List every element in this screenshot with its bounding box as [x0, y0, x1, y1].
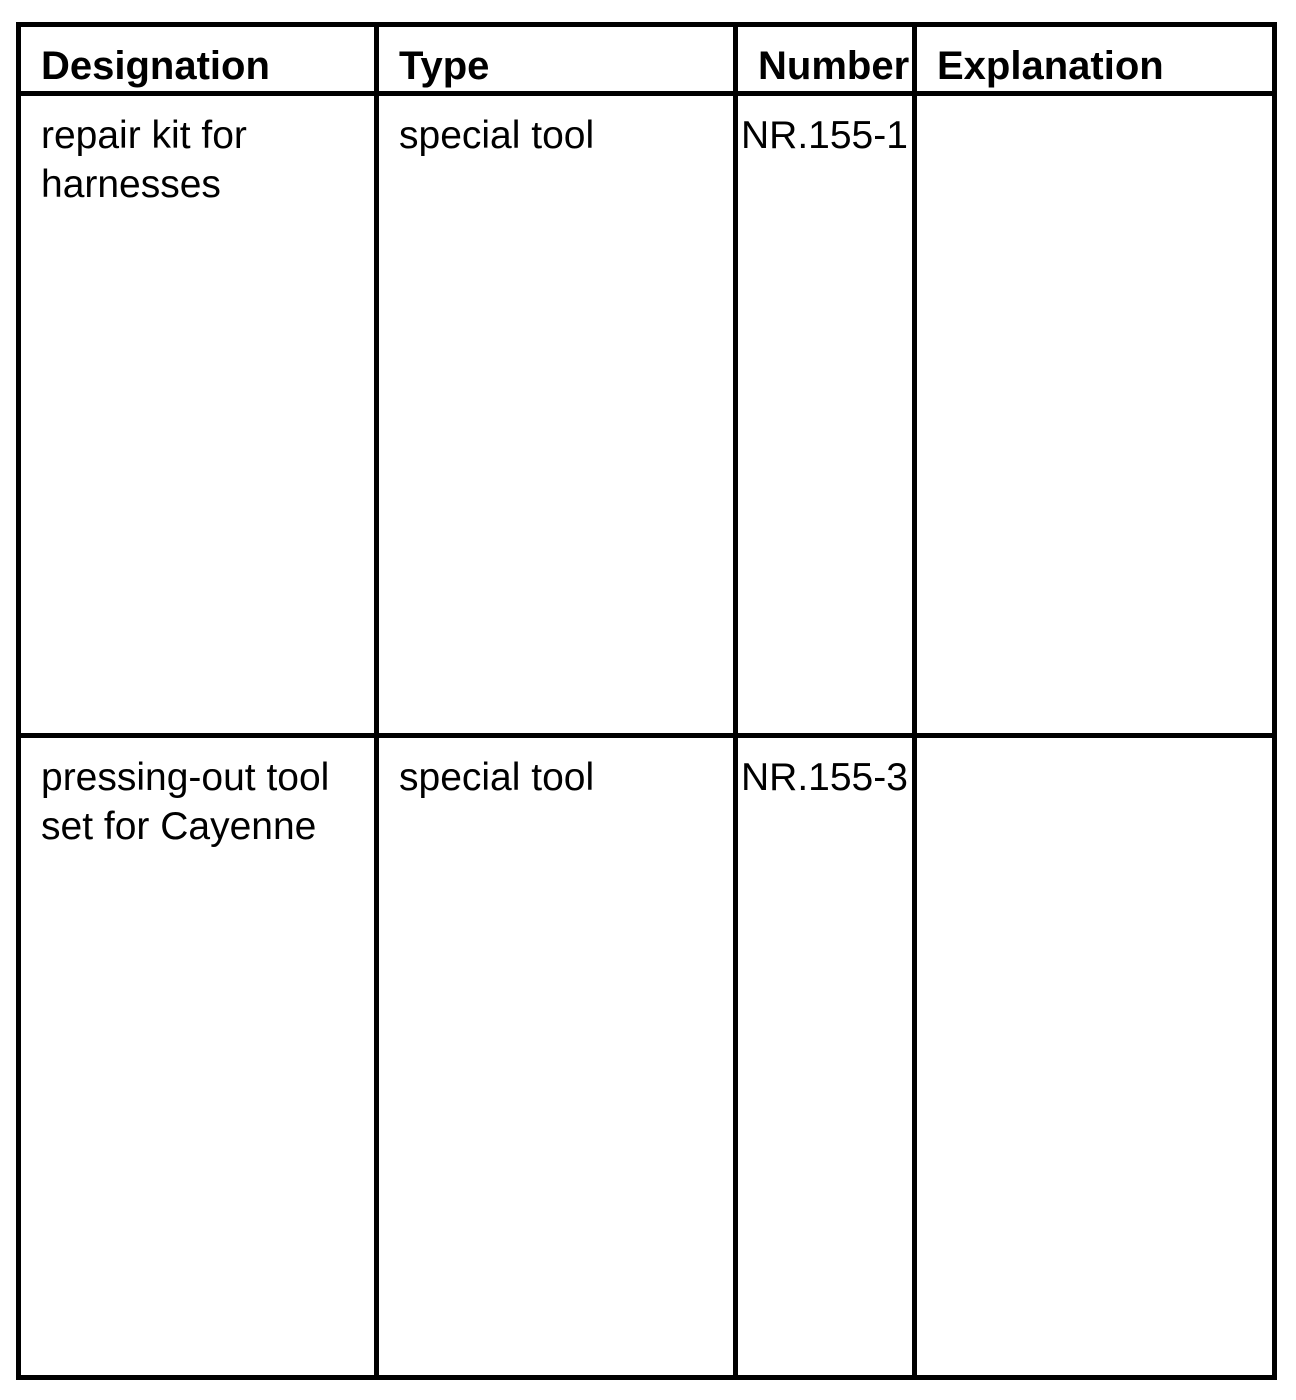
header-type-label: Type — [399, 44, 490, 88]
header-type — [377, 25, 736, 94]
type-cell — [377, 94, 736, 736]
explanation-cell — [915, 94, 1275, 736]
type-text: special tool — [399, 114, 595, 157]
designation-cell — [19, 94, 377, 736]
table-row — [19, 736, 1275, 1378]
type-text: special tool — [399, 756, 595, 799]
table-row — [19, 94, 1275, 736]
designation-text: pressing-out tool set for Cayenne — [41, 756, 330, 848]
number-text: NR.155-3 — [741, 756, 908, 799]
number-cell — [736, 736, 915, 1378]
header-designation — [19, 25, 377, 94]
header-number-label: Number — [758, 44, 910, 88]
explanation-cell — [915, 736, 1275, 1378]
type-cell — [377, 736, 736, 1378]
designation-text: repair kit for harnesses — [41, 114, 247, 206]
header-designation-label: Designation — [41, 44, 270, 88]
header-explanation-label: Explanation — [937, 44, 1164, 88]
header-number — [736, 25, 915, 94]
number-cell — [736, 94, 915, 736]
explanation-text — [917, 738, 1272, 753]
header-explanation — [915, 25, 1275, 94]
tool-table — [16, 22, 1277, 1380]
designation-cell — [19, 736, 377, 1378]
explanation-text — [917, 96, 1272, 111]
number-text: NR.155-1 — [741, 114, 908, 157]
table-header-row — [19, 25, 1275, 94]
